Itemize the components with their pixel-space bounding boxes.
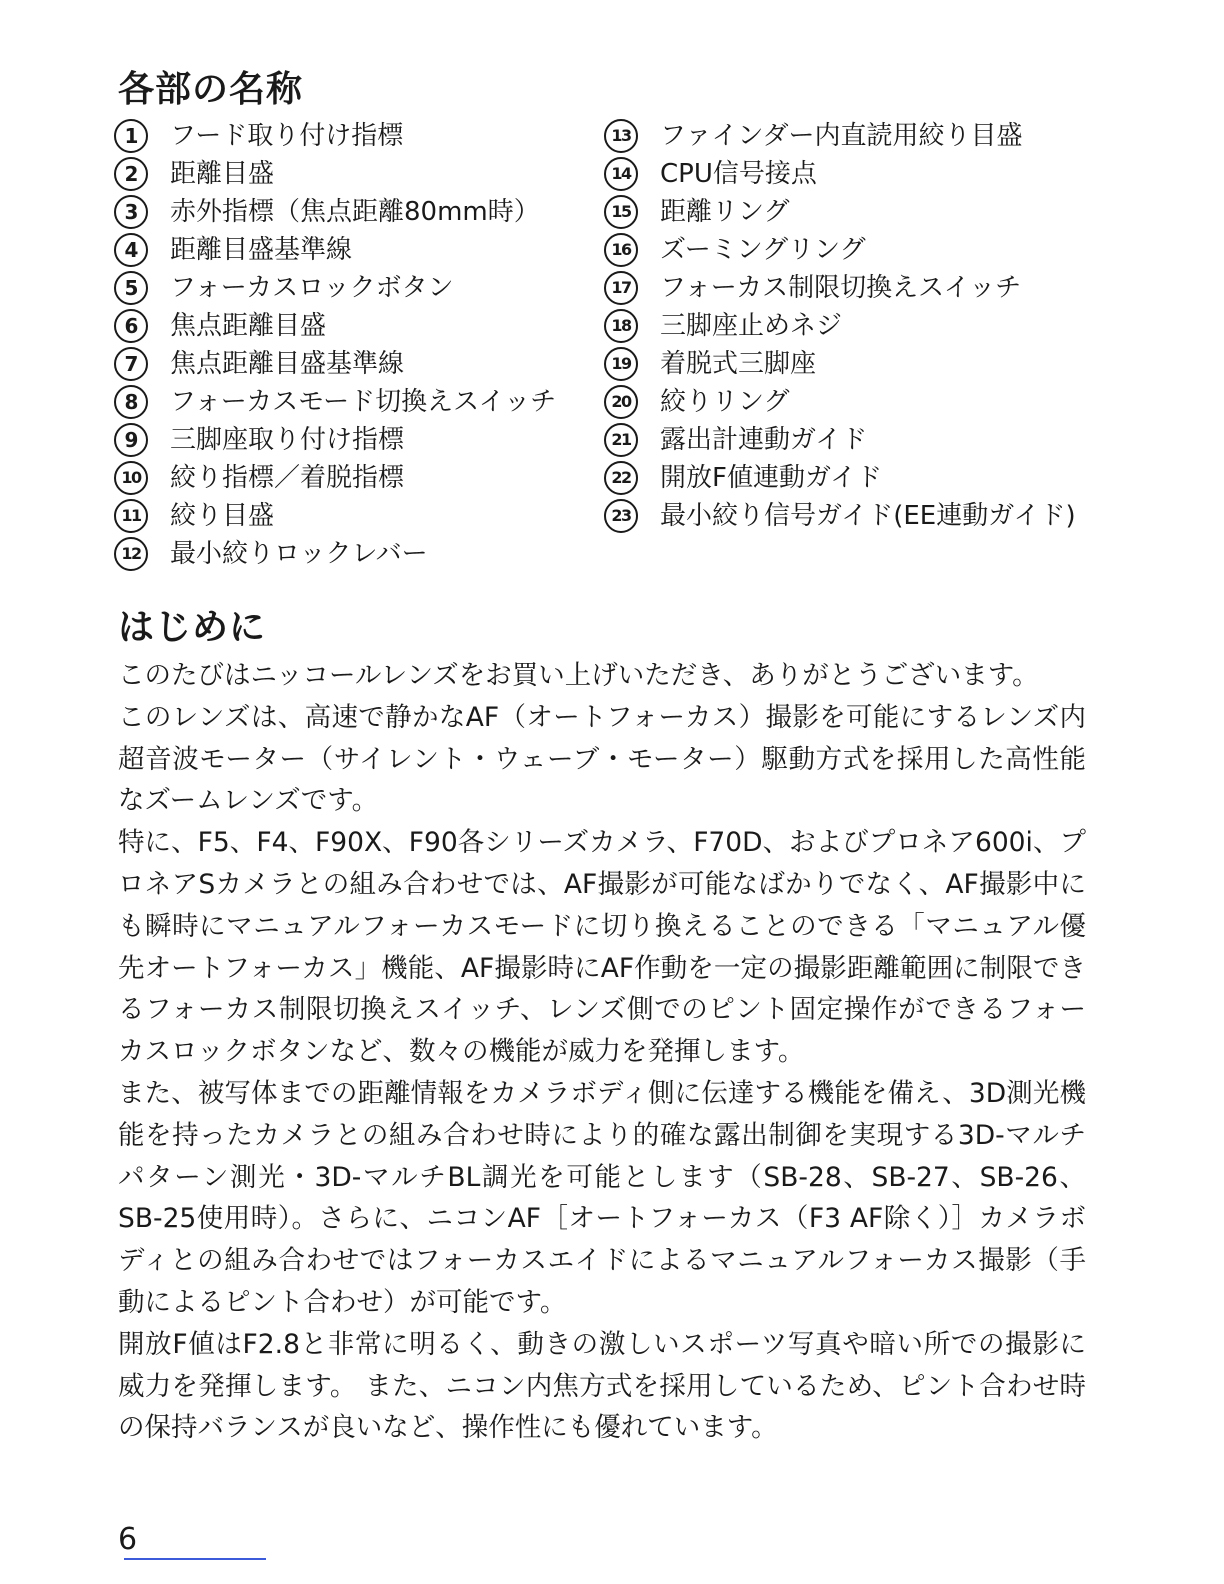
part-label: フード取り付け指標 (170, 121, 404, 151)
part-item (114, 383, 584, 421)
part-number: 17 (604, 271, 638, 305)
part-number: 6 (114, 309, 148, 343)
part-item (604, 269, 1104, 307)
part-number: 23 (604, 499, 638, 533)
intro-paragraph: このたびはニッコールレンズをお買い上げいただき、ありがとうございます。 (118, 660, 1039, 691)
part-label: フォーカスロックボタン (170, 273, 454, 303)
part-number: 1 (114, 119, 148, 153)
page-rule-divider (124, 1558, 266, 1560)
part-number: 19 (604, 347, 638, 381)
part-item (604, 459, 1104, 497)
part-number: 8 (114, 385, 148, 419)
part-item (604, 307, 1104, 345)
part-label: 距離目盛基準線 (170, 235, 353, 265)
part-label: 距離目盛 (170, 159, 275, 189)
part-number: 9 (114, 423, 148, 457)
part-item (604, 193, 1104, 231)
part-label: ファインダー内直読用絞り目盛 (660, 121, 1023, 151)
intro-body (118, 655, 1086, 1449)
part-item (114, 117, 584, 155)
part-number: 12 (114, 537, 148, 571)
part-item (114, 345, 584, 383)
part-number: 5 (114, 271, 148, 305)
part-label: 三脚座止めネジ (660, 311, 843, 341)
page-number: 6 (118, 1522, 138, 1557)
part-number: 13 (604, 119, 638, 153)
part-label: 赤外指標（焦点距離80mm時） (170, 197, 540, 227)
part-item (604, 155, 1104, 193)
part-label: 最小絞りロックレバー (170, 539, 428, 569)
part-label: 焦点距離目盛 (170, 311, 327, 341)
intro-paragraph: また、被写体までの距離情報をカメラボディ側に伝達する機能を備え、3D測光機能を持ったカメラとの組み合わせ時により的確な露出制御を実現する3D-マルチパターン測光・3D-マルチBL調光を可能とします（SB-28、SB-27、SB-26、SB-25使用時）。さらに、ニコンAF［オートフォーカス（F3 AF除く）］カメラボディとの組み合わせではフォーカスエイドによるマニュアルフォーカス撮影（手動によるピント合わせ）が可能です。 (118, 1077, 1086, 1318)
intro-paragraph: 開放F値はF2.8と非常に明るく、動きの激しいスポーツ写真や暗い所での撮影に威力を発揮します。 また、ニコン内焦方式を採用しているため、ピント合わせ時の保持バランスが良いなど、操作性にも優れています。 (118, 1328, 1086, 1444)
part-number: 4 (114, 233, 148, 267)
part-number: 16 (604, 233, 638, 267)
part-number: 22 (604, 461, 638, 495)
part-number: 2 (114, 157, 148, 191)
part-number: 7 (114, 347, 148, 381)
part-item (114, 231, 584, 269)
intro-paragraph: このレンズは、高速で静かなAF（オートフォーカス）撮影を可能にするレンズ内超音波モーター（サイレント・ウェーブ・モーター）駆動方式を採用した高性能なズームレンズです。 (118, 701, 1086, 817)
part-number: 15 (604, 195, 638, 229)
part-item (114, 421, 584, 459)
part-number: 3 (114, 195, 148, 229)
part-item (114, 269, 584, 307)
part-item (604, 497, 1104, 535)
part-label: フォーカス制限切換えスイッチ (660, 273, 1022, 303)
part-number: 18 (604, 309, 638, 343)
part-item (604, 383, 1104, 421)
part-number: 14 (604, 157, 638, 191)
part-label: フォーカスモード切換えスイッチ (170, 387, 557, 417)
parts-list-right (604, 117, 1104, 535)
part-item (114, 459, 584, 497)
part-item (604, 231, 1104, 269)
part-number: 10 (114, 461, 148, 495)
part-item (114, 535, 584, 573)
part-label: CPU信号接点 (660, 159, 817, 189)
part-label: 三脚座取り付け指標 (170, 425, 405, 455)
parts-list-left (114, 117, 584, 573)
part-label: 着脱式三脚座 (660, 349, 817, 379)
intro-paragraph: 特に、F5、F4、F90X、F90各シリーズカメラ、F70D、およびプロネア600i、プロネアSカメラとの組み合わせでは、AF撮影が可能なばかりでなく、AF撮影中にも瞬時にマニュアルフォーカスモードに切り換えることのできる「マニュアル優先オートフォーカス」機能、AF撮影時にAF作動を一定の撮影距離範囲に制限できるフォーカス制限切換えスイッチ、レンズ側でのピント固定操作ができるフォーカスロックボタンなど、数々の機能が威力を発揮します。 (118, 827, 1086, 1068)
part-number: 11 (114, 499, 148, 533)
part-item (114, 155, 584, 193)
part-item (114, 307, 584, 345)
intro-section-title: はじめに (118, 607, 267, 648)
part-number: 21 (604, 423, 638, 457)
part-item (604, 345, 1104, 383)
parts-section-title: 各部の名称 (118, 69, 304, 110)
part-label: 絞り指標／着脱指標 (170, 463, 405, 493)
part-label: 距離リング (660, 197, 790, 227)
part-label: 焦点距離目盛基準線 (170, 349, 405, 379)
part-label: 最小絞り信号ガイド(EE連動ガイド) (660, 501, 1076, 531)
part-label: 絞りリング (660, 387, 790, 417)
part-item (604, 117, 1104, 155)
part-item (604, 421, 1104, 459)
part-label: 露出計連動ガイド (660, 425, 868, 455)
part-label: 開放F値連動ガイド (660, 463, 883, 493)
part-item (114, 497, 584, 535)
part-label: ズーミングリング (660, 235, 866, 265)
part-number: 20 (604, 385, 638, 419)
part-item (114, 193, 584, 231)
part-label: 絞り目盛 (170, 501, 275, 531)
